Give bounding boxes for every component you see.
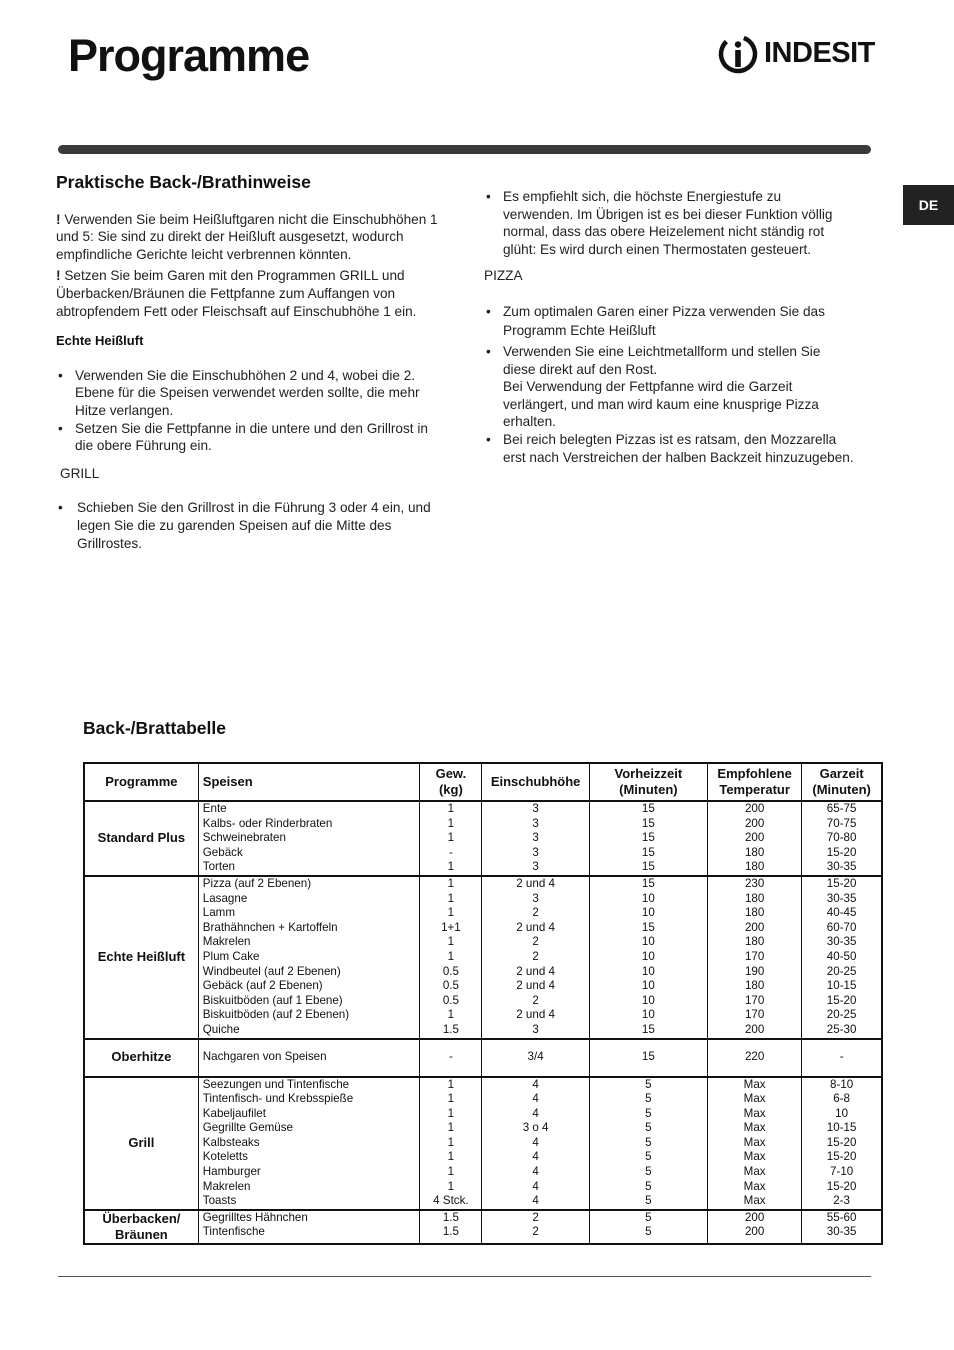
column-header: Programme (84, 763, 198, 801)
table-row (84, 1039, 882, 1077)
programme-cell: Standard Plus (84, 801, 198, 876)
list-item-continuation: Bei Verwendung der Fettpfanne wird die Garzeit verlängert, und man wird kaum eine knusprige Pizza erhalten. (503, 379, 819, 430)
speisen-cell: Ente Kalbs- oder Rinderbraten Schweinebraten Gebäck Torten (198, 801, 420, 876)
preheat-cell: 15 15 15 15 15 (589, 801, 707, 876)
programme-cell: Grill (84, 1077, 198, 1210)
temperature-cell: 200 200 200 180 180 (708, 801, 802, 876)
cooking-time-cell: 8-10 6-8 10 10-15 15-20 15-20 7-10 15-20 2-3 (802, 1077, 882, 1210)
weight-cell: 1 1 1 - 1 (420, 801, 482, 876)
shelf-cell: 4 4 4 3 o 4 4 4 4 4 4 (482, 1077, 589, 1210)
list-item: • Es empfiehlt sich, die höchste Energiestufe zu verwenden. Im Übrigen ist es bei dieser Funktion völlig normal, dass das obere Heizelement nicht ständig rot glüht: Es wird durch einen Thermostaten gesteuert. (484, 188, 854, 258)
programme-cell: Oberhitze (84, 1039, 198, 1077)
column-header: Empfohlene Temperatur (708, 763, 802, 801)
table-group (84, 876, 882, 1039)
page-title: Programme (68, 30, 310, 81)
temperature-cell: Max Max Max Max Max Max Max Max Max (708, 1077, 802, 1210)
shelf-cell: 2 und 4 3 2 2 und 4 2 2 2 und 4 2 und 4 2 2 und 4 3 (482, 876, 589, 1039)
shelf-cell: 3 3 3 3 3 (482, 801, 589, 876)
preheat-cell: 5 5 (589, 1210, 707, 1244)
column-header: Vorheizzeit (Minuten) (589, 763, 707, 801)
column-header: Einschubhöhe (482, 763, 589, 801)
table-header-row (84, 763, 882, 801)
brand-logo (716, 32, 876, 76)
warning-paragraph (56, 211, 440, 264)
table-group (84, 1077, 882, 1210)
cooking-table (83, 762, 883, 1245)
list-item: • Bei reich belegten Pizzas ist es ratsam, den Mozzarella erst nach Verstreichen der halben Backzeit hinzuzugeben. (484, 431, 854, 466)
programme-cell: Echte Heißluft (84, 876, 198, 1039)
left-column (56, 174, 440, 552)
subheading: Echte Heißluft (56, 333, 144, 349)
speisen-cell: Nachgaren von Speisen (198, 1039, 420, 1077)
column-header: Speisen (198, 763, 420, 801)
brand-wordmark: INDESIT (764, 37, 875, 69)
table-row (84, 876, 882, 1039)
section-heading: Praktische Back-/Brathinweise (56, 172, 311, 192)
warning-paragraph (56, 267, 440, 320)
shelf-cell: 2 2 (482, 1210, 589, 1244)
cooking-time-cell: - (802, 1039, 882, 1077)
list-item: • Verwenden Sie eine Leichtmetallform und stellen Sie diese direkt auf den Rost. (484, 343, 854, 378)
table-group (84, 1210, 882, 1244)
temperature-cell: 200 200 (708, 1210, 802, 1244)
list-item: • Zum optimalen Garen einer Pizza verwenden Sie das Programm Echte Heißluft (484, 302, 854, 340)
brand-logo-icon (716, 32, 760, 76)
warning-mark: ! (56, 268, 61, 284)
programme-cell: Überbacken/ Bräunen (84, 1210, 198, 1244)
shelf-cell: 3/4 (482, 1039, 589, 1077)
column-header: Gew. (kg) (420, 763, 482, 801)
weight-cell: 1.5 1.5 (420, 1210, 482, 1244)
top-divider (58, 145, 871, 154)
cooking-time-cell: 15-20 30-35 40-45 60-70 30-35 40-50 20-25 10-15 15-20 20-25 25-30 (802, 876, 882, 1039)
speisen-cell: Pizza (auf 2 Ebenen) Lasagne Lamm Brathähnchen + Kartoffeln Makrelen Plum Cake Windbeutel (auf 2 Ebenen) Gebäck (auf 2 Ebenen) Biskuitböden (auf 1 Ebene) Biskuitböden (auf 2 Ebenen) Quiche (198, 876, 420, 1039)
cooking-time-cell: 55-60 30-35 (802, 1210, 882, 1244)
bottom-divider (58, 1276, 871, 1277)
warning-text: Setzen Sie beim Garen mit den Programmen GRILL und Überbacken/Bräunen die Fettpfanne zum Auffangen von abtropfendem Fett oder Fleischsaft auf Einschubhöhe 1 ein. (56, 268, 417, 319)
temperature-cell: 230 180 180 200 180 170 190 180 170 170 200 (708, 876, 802, 1039)
right-column (484, 188, 854, 466)
table-group (84, 801, 882, 876)
preheat-cell: 15 (589, 1039, 707, 1077)
table-title: Back-/Brattabelle (83, 718, 226, 738)
section-label: GRILL (60, 465, 100, 481)
section-label: PIZZA (484, 268, 523, 284)
list-item: • Verwenden Sie die Einschubhöhen 2 und 4, wobei die 2. Ebene für die Speisen verwendet werden sollte, die mehr Hitze verlangen. (56, 367, 440, 420)
language-tab: DE (903, 185, 954, 225)
table-row (84, 1077, 882, 1210)
temperature-cell: 220 (708, 1039, 802, 1077)
list-item: • Setzen Sie die Fettpfanne in die untere und den Grillrost in die obere Führung ein. (56, 420, 440, 455)
preheat-cell: 5 5 5 5 5 5 5 5 5 (589, 1077, 707, 1210)
table-group (84, 1039, 882, 1077)
warning-text: Verwenden Sie beim Heißluftgaren nicht die Einschubhöhen 1 und 5: Sie sind zu direkt der Heißluft ausgesetzt, wodurch empfindliche Gerichte leicht verbrennen könnten. (56, 211, 438, 262)
warning-mark: ! (56, 211, 61, 227)
weight-cell: 1 1 1 1 1 1 1 1 4 Stck. (420, 1077, 482, 1210)
speisen-cell: Gegrilltes Hähnchen Tintenfische (198, 1210, 420, 1244)
weight-cell: - (420, 1039, 482, 1077)
table-row (84, 1210, 882, 1244)
cooking-time-cell: 65-75 70-75 70-80 15-20 30-35 (802, 801, 882, 876)
preheat-cell: 15 10 10 15 10 10 10 10 10 10 15 (589, 876, 707, 1039)
weight-cell: 1 1 1 1+1 1 1 0.5 0.5 0.5 1 1.5 (420, 876, 482, 1039)
speisen-cell: Seezungen und Tintenfische Tintenfisch- und Krebsspieße Kabeljaufilet Gegrillte Gemüse Kalbsteaks Koteletts Hamburger Makrelen Toasts (198, 1077, 420, 1210)
list-item: • Schieben Sie den Grillrost in die Führung 3 oder 4 ein, und legen Sie die zu garenden Speisen auf die Mitte des Grillrostes. (56, 499, 440, 552)
table-row (84, 801, 882, 876)
column-header: Garzeit (Minuten) (802, 763, 882, 801)
